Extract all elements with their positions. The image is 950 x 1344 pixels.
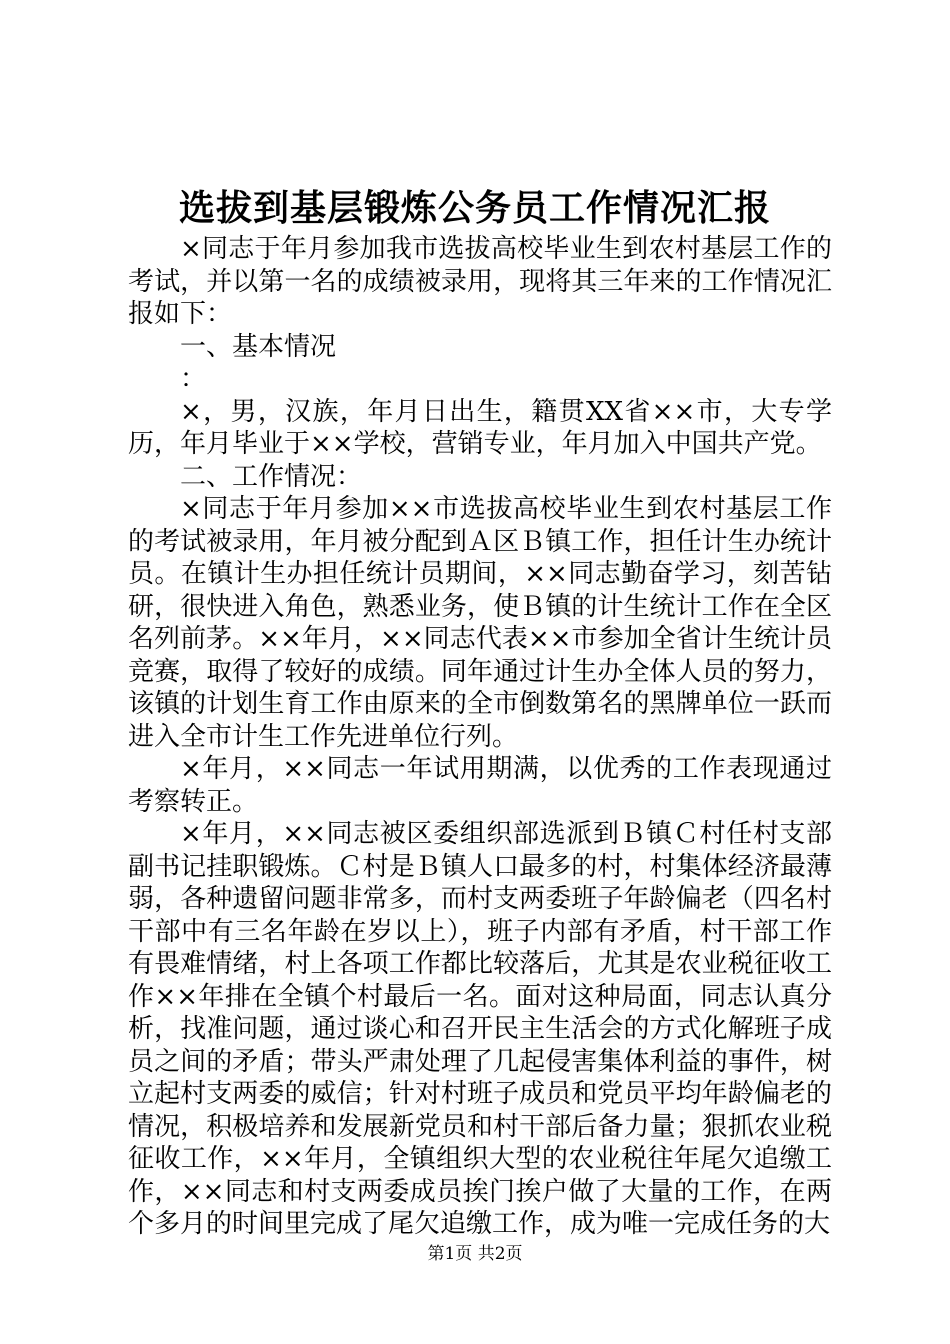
page-footer: 第1页 共2页 <box>427 1244 523 1264</box>
section-heading-basic-info: 一、基本情况 <box>180 331 337 362</box>
section-heading-work-info: 二、工作情况： <box>180 461 363 492</box>
paragraph-village-post: ×年月，××同志被区委组织部选派到Ｂ镇Ｃ村任村支部副书记挂职锻炼。Ｃ村是Ｂ镇人口最多的村，村集体经济最薄弱，各种遗留问题非常多，而村支两委班子年龄偏老（四名村干部中有三名年龄在岁以上），班子内部有矛盾，村干部工作有畏难情绪，村上各项工作都比较落后，尤其是农业税征收工作××年排在全镇个村最后一名。面对这种局面，同志认真分析，找准问题，通过谈心和召开民主生活会的方式化解班子成员之间的矛盾；带头严肃处理了几起侵害集体利益的事件，树立起村支两委的威信；针对村班子成员和党员平均年龄偏老的情况，积极培养和发展新党员和村干部后备力量；狠抓农业税征收工作，××年月，全镇组织大型的农业税往年尾欠追缴工作，××同志和村支两委成员挨门挨户做了大量的工作，在两个多月的时间里完成了尾欠追缴工作，成为唯一完成任务的大 <box>128 819 832 1239</box>
document-body <box>128 233 832 1241</box>
paragraph-intro: ×同志于年月参加我市选拔高校毕业生到农村基层工作的考试，并以第一名的成绩被录用，现将其三年来的工作情况汇报如下： <box>128 234 832 329</box>
paragraph-colon: ： <box>180 364 207 394</box>
paragraph-personal-info: ×，男，汉族，年月日出生，籍贯XX省××市，大专学历，年月毕业于××学校，营销专业，年月加入中国共产党。 <box>128 396 832 459</box>
paragraph-probation: ×年月，××同志一年试用期满，以优秀的工作表现通过考察转正。 <box>128 754 832 817</box>
document-title: 选拔到基层锻炼公务员工作情况汇报 <box>178 187 771 229</box>
paragraph-work-statistician: ×同志于年月参加××市选拔高校毕业生到农村基层工作的考试被录用，年月被分配到Ａ区Ｂ镇工作，担任计生办统计员。在镇计生办担任统计员期间，××同志勤奋学习，刻苦钻研，很快进入角色，熟悉业务，使Ｂ镇的计生统计工作在全区名列前茅。××年月，××同志代表××市参加全省计生统计员竞赛，取得了较好的成绩。同年通过计生办全体人员的努力，该镇的计划生育工作由原来的全市倒数第名的黑牌单位一跃而进入全市计生工作先进单位行列。 <box>128 494 832 752</box>
